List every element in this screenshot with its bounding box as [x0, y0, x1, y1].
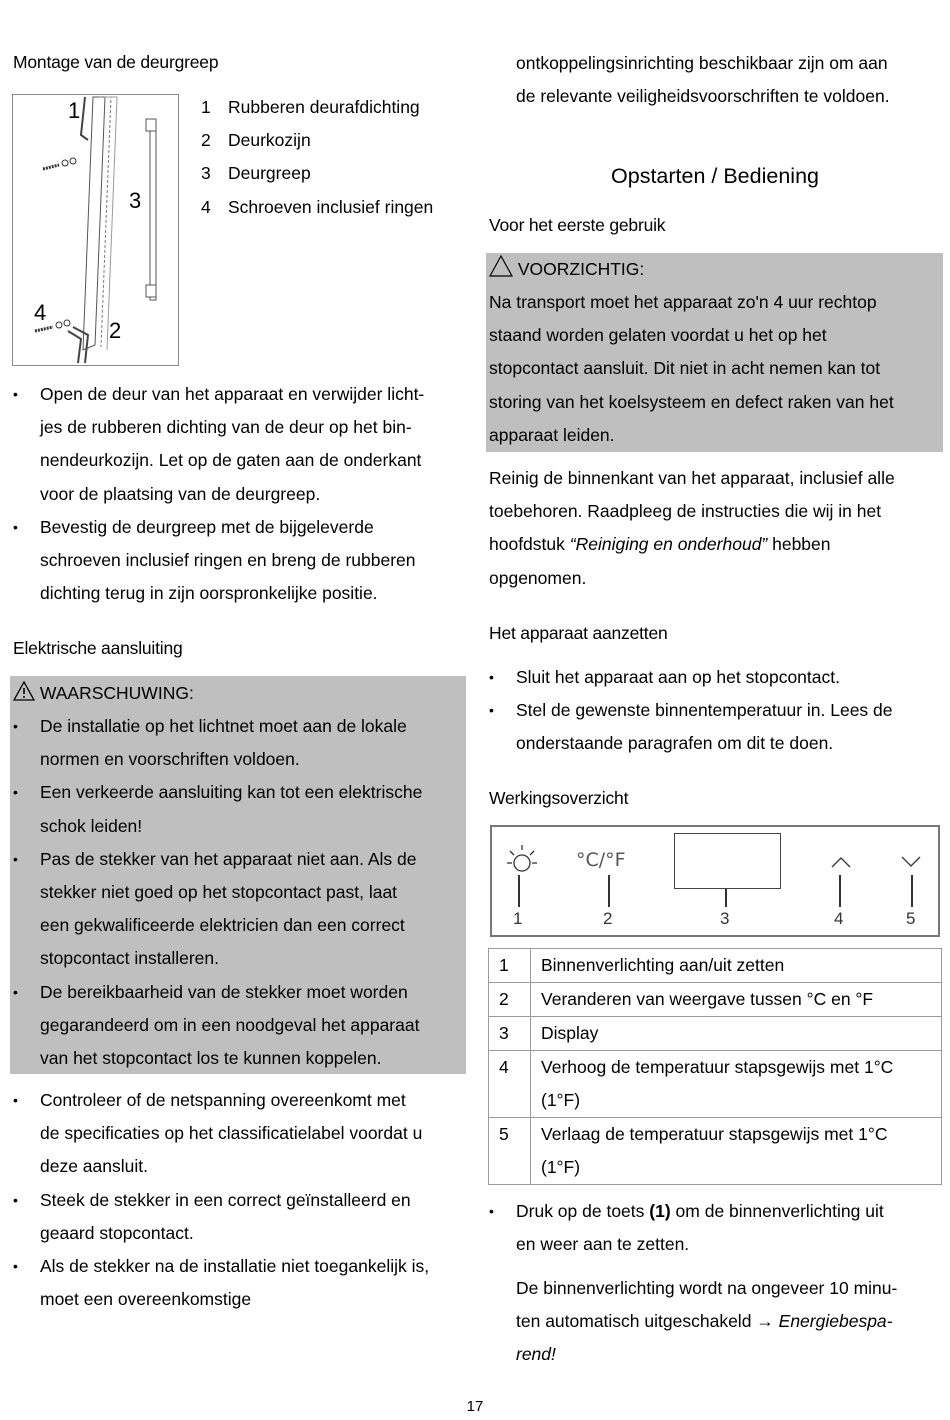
- list-item: • Stel de gewenste binnentemperatuur in. Lees de onderstaande paragrafen om dit te doen.: [489, 694, 944, 760]
- light-bulb-icon: [502, 843, 542, 883]
- heading-switch-on: Het apparaat aanzetten: [489, 623, 668, 643]
- leader-line: [518, 875, 520, 907]
- switch-on-steps: [489, 661, 944, 761]
- continued-text: ontkoppelingsinrichting beschikbaar zijn om aan de relevante veiligheidsvoorschriften te voldoen.: [516, 53, 890, 107]
- heading-first-use: Voor het eerste gebruik: [489, 215, 666, 235]
- list-item: • De bereikbaarheid van de stekker moet worden gegarandeerd om in een noodgeval het apparaat van het stopcontact los te kunnen koppelen.: [13, 976, 468, 1076]
- function-table: [488, 948, 942, 1185]
- caution-triangle-icon: [489, 255, 513, 282]
- callout-4: 4: [34, 300, 47, 325]
- list-item: • Druk op de toets (1) om de binnenverlichting uit en weer aan te zetten.: [489, 1195, 944, 1261]
- table-row: 1 Binnenverlichting aan/uit zetten: [489, 949, 942, 983]
- panel-number-4: 4: [834, 909, 844, 928]
- table-row: 5 Verlaag de temperatuur stapsgewijs met 1°C (1°F): [489, 1118, 942, 1185]
- arrow-down-icon: [900, 855, 922, 869]
- list-item: • Pas de stekker van het apparaat niet aan. Als de stekker niet goed op het stopcontact past, laat een gekwalificeerde elektricien dan een correct stopcontact installeren.: [13, 843, 468, 976]
- list-item: • Een verkeerde aansluiting kan tot een elektrische schok leiden!: [13, 776, 468, 842]
- leader-line: [608, 875, 610, 907]
- page-number: 17: [466, 1398, 484, 1415]
- unit-toggle-label: °C/°F: [576, 849, 626, 871]
- heading-electric: Elektrische aansluiting: [13, 638, 183, 658]
- cleaning-paragraph: Reinig de binnenkant van het apparaat, inclusief alle toebehoren. Raadpleeg de instructies die wij in het hoofdstuk “Reiniging en onderhoud” hebben opgenomen.: [489, 468, 895, 588]
- panel-number-3: 3: [720, 909, 730, 928]
- list-item: • Steek de stekker in een correct geïnstalleerd en geaard stopcontact.: [13, 1184, 473, 1250]
- table-row: 4 Verhoog de temperatuur stapsgewijs met 1°C (1°F): [489, 1051, 942, 1118]
- part-item: 4 Schroeven inclusief ringen: [201, 196, 434, 217]
- caution-text: Na transport moet het apparaat zo'n 4 uur rechtop staand worden gelaten voordat u het op het stopcontact aansluit. Dit niet in acht nemen kan tot storing van het koelsysteem en defect raken van het apparaat leiden.: [489, 292, 894, 445]
- warning-triangle-icon: [13, 681, 35, 706]
- panel-number-5: 5: [906, 909, 916, 928]
- connection-steps: [13, 1084, 473, 1316]
- auto-off-paragraph: De binnenverlichting wordt na ongeveer 10 minu- ten automatisch uitgeschakeld → Energiebespa- rend!: [516, 1278, 898, 1365]
- parts-legend: [201, 91, 433, 224]
- leader-line: [725, 889, 727, 907]
- table-row: 3 Display: [489, 1017, 942, 1051]
- part-item: 1 Rubberen deurafdichting: [201, 97, 420, 117]
- arrow-up-icon: [830, 855, 852, 869]
- caution-title: VOORZICHTIG:: [489, 253, 644, 286]
- top-screw: [43, 158, 76, 169]
- heading-mounting: Montage van de deurgreep: [13, 52, 219, 72]
- leader-line: [911, 875, 913, 907]
- door-handle-figure: [12, 94, 179, 366]
- list-item: • Bevestig de deurgreep met de bijgeleverde schroeven inclusief ringen en breng de rubberen dichting terug in zijn oorspronkelijke positie.: [13, 511, 473, 611]
- list-item: • Als de stekker na de installatie niet toegankelijk is, moet een overeenkomstige: [13, 1250, 473, 1316]
- mounting-steps: [13, 378, 473, 610]
- list-item: • De installatie op het lichtnet moet aan de lokale normen en voorschriften voldoen.: [13, 710, 468, 776]
- panel-number-1: 1: [513, 909, 523, 928]
- list-item: • Sluit het apparaat aan op het stopcontact.: [489, 661, 944, 694]
- panel-number-2: 2: [603, 909, 613, 928]
- warning-list: [13, 710, 468, 1075]
- table-row: 2 Veranderen van weergave tussen °C en °F: [489, 983, 942, 1017]
- light-steps: [489, 1195, 944, 1261]
- display-screen: [674, 833, 781, 889]
- leader-line: [839, 875, 841, 907]
- part-item: 3 Deurgreep: [201, 163, 311, 184]
- part-item: 2 Deurkozijn: [201, 130, 311, 151]
- heading-overview: Werkingsoverzicht: [489, 788, 629, 808]
- callout-2: 2: [109, 318, 122, 343]
- control-panel-diagram: [490, 825, 940, 937]
- list-item: • Open de deur van het apparaat en verwijder licht- jes de rubberen dichting van de deur op het bin- nendeurkozijn. Let op de gaten aan de onderkant voor de plaatsing van de deurgreep.: [13, 378, 473, 511]
- callout-3: 3: [129, 188, 142, 213]
- section-title: Opstarten / Bediening: [611, 164, 819, 188]
- callout-1: 1: [68, 98, 81, 123]
- list-item: • Controleer of de netspanning overeenkomt met de specificaties op het classificatielabel voordat u deze aansluit.: [13, 1084, 473, 1184]
- warning-title: WAARSCHUWING:: [13, 677, 194, 710]
